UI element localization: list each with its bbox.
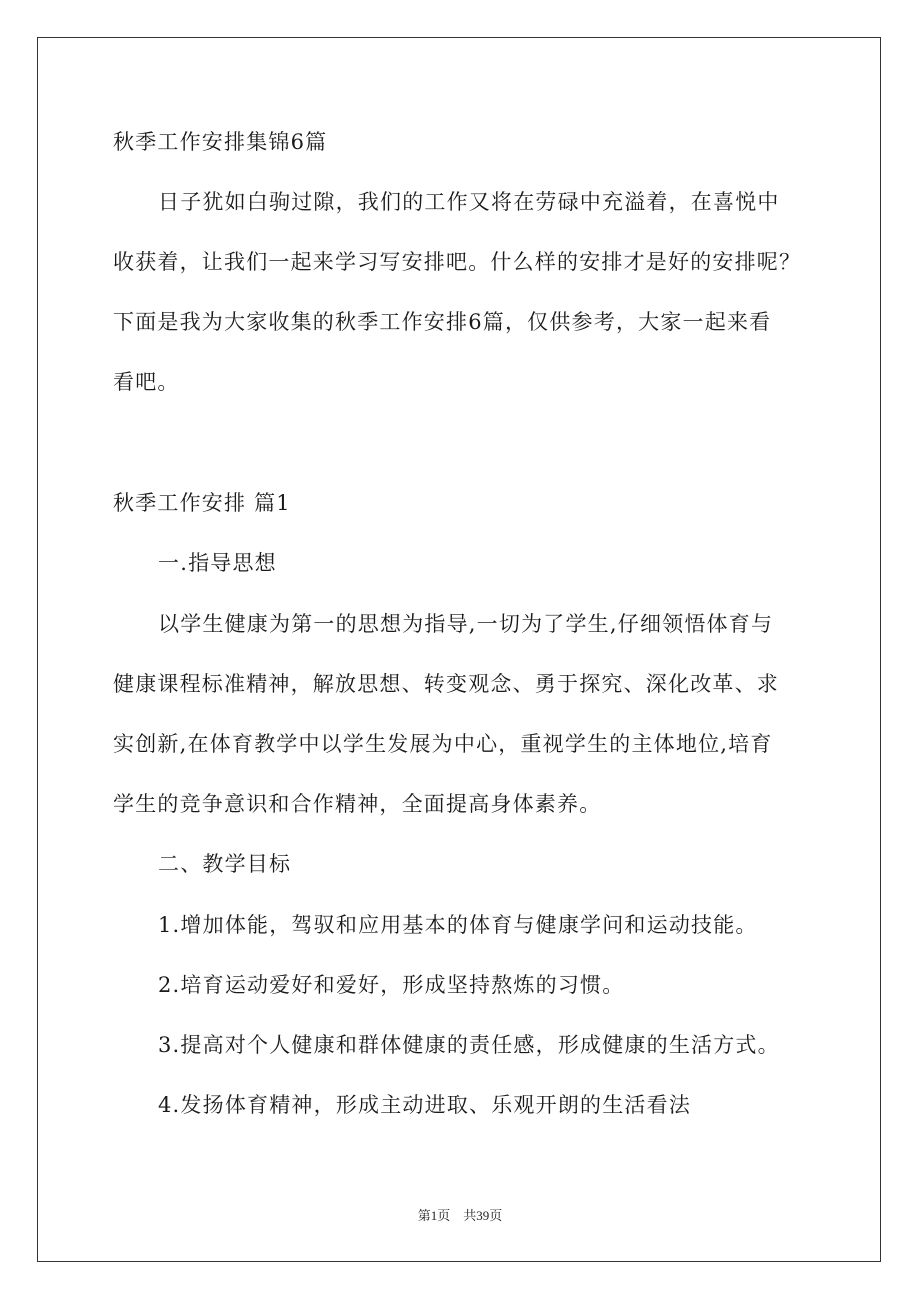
intro-line: 收获着，让我们一起来学习写安排吧。什么样的安排才是好的安排呢？ bbox=[113, 250, 802, 274]
heading-guiding-thought: 一.指导思想 bbox=[158, 551, 277, 575]
goal-item: 3.提高对个人健康和群体健康的责任感，形成健康的生活方式。 bbox=[158, 1033, 780, 1057]
intro-line: 下面是我为大家收集的秋季工作安排6篇，仅供参考，大家一起来看 bbox=[113, 310, 772, 334]
section-title: 秋季工作安排 篇1 bbox=[113, 491, 291, 515]
paragraph-line: 实创新,在体育教学中以学生发展为中心，重视学生的主体地位,培育 bbox=[113, 732, 773, 756]
paragraph-line: 以学生健康为第一的思想为指导,一切为了学生,仔细领悟体育与 bbox=[158, 612, 774, 636]
intro-line: 日子犹如白驹过隙，我们的工作又将在劳碌中充溢着，在喜悦中 bbox=[158, 190, 780, 214]
intro-line: 看吧。 bbox=[113, 370, 180, 394]
page-frame bbox=[37, 37, 881, 1262]
paragraph-line: 健康课程标准精神，解放思想、转变观念、勇于探究、深化改革、求 bbox=[113, 672, 779, 696]
document-title: 秋季工作安排集锦6篇 bbox=[113, 130, 328, 154]
page-number-footer: 第1页 共39页 bbox=[417, 1208, 503, 1223]
heading-teaching-goals: 二、教学目标 bbox=[158, 852, 292, 876]
paragraph-line: 学生的竞争意识和合作精神，全面提高身体素养。 bbox=[113, 792, 602, 816]
goal-item: 1.增加体能，驾驭和应用基本的体育与健康学问和运动技能。 bbox=[158, 913, 758, 937]
goal-item: 2.培育运动爱好和爱好，形成坚持熬炼的习惯。 bbox=[158, 973, 625, 997]
goal-item: 4.发扬体育精神，形成主动进取、乐观开朗的生活看法 bbox=[158, 1093, 692, 1117]
